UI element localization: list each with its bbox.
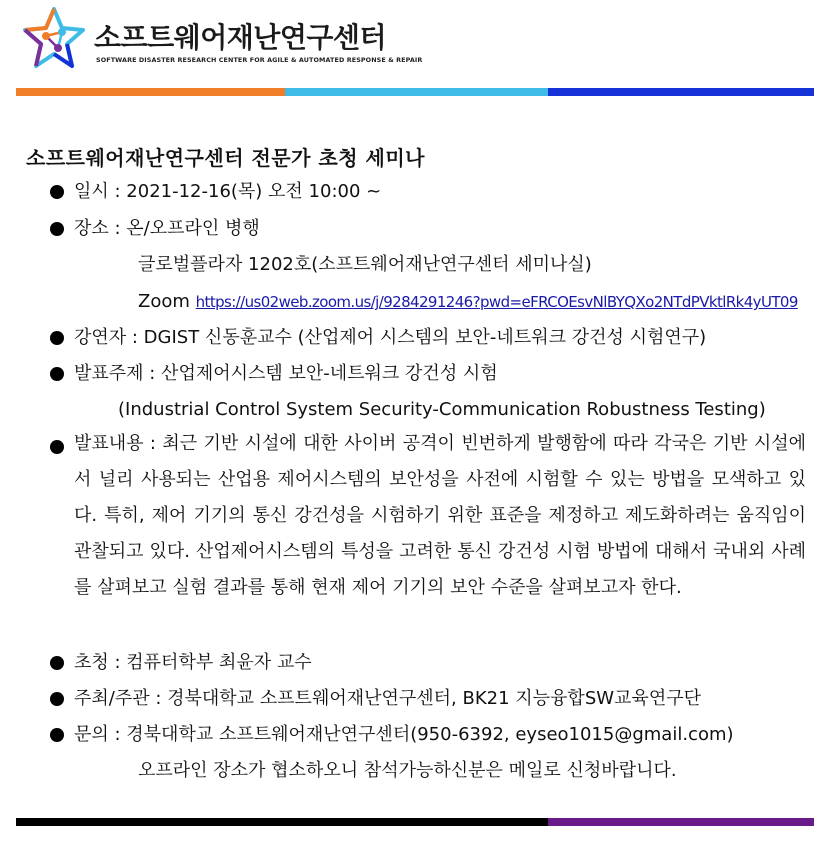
bullet xyxy=(50,222,64,236)
seminar-title: 소프트웨어재난연구센터 전문가 초청 세미나 xyxy=(26,146,425,170)
bullet xyxy=(50,656,64,670)
star-network-icon xyxy=(22,6,86,72)
bullet xyxy=(50,331,64,345)
place-line: 장소 : 온/오프라인 병행 xyxy=(74,218,260,239)
bullet xyxy=(50,367,64,381)
topic-english: (Industrial Control System Security-Communication Robustness Testing) xyxy=(118,399,766,420)
contact-note: 오프라인 장소가 협소하오니 참석가능하신분은 메일로 신청바랍니다. xyxy=(138,760,677,781)
bullet xyxy=(50,692,64,706)
bar-segment-cyan xyxy=(285,88,548,96)
content-text: 발표내용 : 최근 기반 시설에 대한 사이버 공격이 빈번하게 발행함에 따라 각국은 기반 시설에서 널리 사용되는 산업용 제어시스템의 보안성을 사전에 시험할 수 있는 방법을 모색하고 있다. 특히, 제어 기기의 통신 강건성을 시험하기 위한 표준을 제정하고 제도화하려는 움직임이 관찰되고 있다. 산업제어시스템의 특성을 고려한 통신 강건성 시험 방법에 대해서 국내외 사례를 살펴보고 실험 결과를 통해 현재 제어 기기의 보안 수준을 살펴보고자 한다. xyxy=(74,433,806,598)
speaker-line: 강연자 : DGIST 신동훈교수 (산업제어 시스템의 보안-네트워크 강건성 시험연구) xyxy=(74,327,707,348)
contact-line: 문의 : 경북대학교 소프트웨어재난연구센터(950-6392, eyseo1015@gmail.com) xyxy=(74,724,734,745)
zoom-label: Zoom xyxy=(138,291,190,312)
footer-color-bar xyxy=(16,818,814,826)
bar-segment-blue xyxy=(548,88,814,96)
org-subtitle: SOFTWARE DISASTER RESEARCH CENTER FOR AGILE & AUTOMATED RESPONSE & REPAIR xyxy=(96,56,423,64)
bullet xyxy=(50,440,64,454)
bullet xyxy=(50,728,64,742)
org-title: 소프트웨어재난연구센터 xyxy=(94,21,387,54)
host-line: 초청 : 컴퓨터학부 최윤자 교수 xyxy=(74,652,312,673)
bar-segment-purple xyxy=(548,818,814,826)
organizer-line: 주최/주관 : 경북대학교 소프트웨어재난연구센터, BK21 지능융합SW교육연구단 xyxy=(74,688,701,709)
topic-line: 발표주제 : 산업제어시스템 보안-네트워크 강건성 시험 xyxy=(74,363,498,384)
bar-segment-black xyxy=(16,818,548,826)
zoom-line xyxy=(138,290,798,314)
bar-segment-orange xyxy=(16,88,285,96)
header-color-bar xyxy=(16,88,814,96)
bullet xyxy=(50,185,64,199)
zoom-link[interactable]: https://us02web.zoom.us/j/9284291246?pwd=eFRCOEsvNlBYQXo2NTdPVktlRk4yUT09 xyxy=(195,293,798,311)
content-paragraph xyxy=(74,426,806,606)
place-detail: 글로벌플라자 1202호(소프트웨어재난연구센터 세미나실) xyxy=(138,254,592,275)
date-line: 일시 : 2021-12-16(목) 오전 10:00 ~ xyxy=(74,181,382,202)
center-logo xyxy=(22,6,423,76)
